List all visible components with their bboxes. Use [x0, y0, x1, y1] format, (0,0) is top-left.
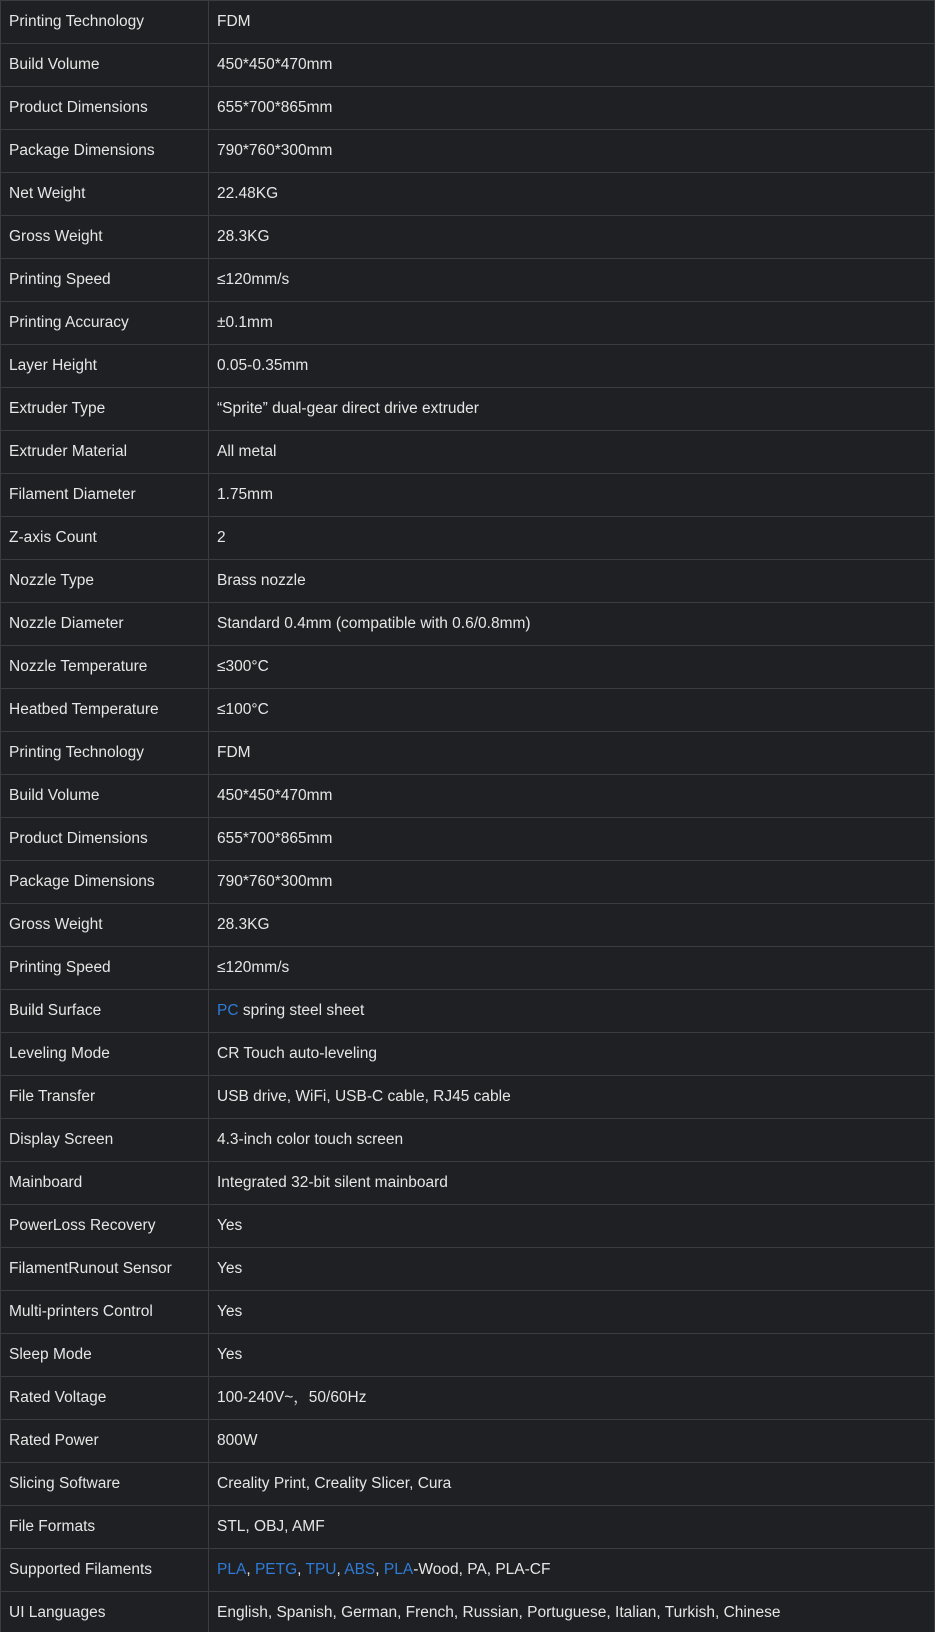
spec-label: Layer Height: [1, 345, 209, 388]
spec-value: 4.3-inch color touch screen: [209, 1119, 935, 1162]
filament-link[interactable]: PETG: [254, 1561, 298, 1578]
table-row: [1, 259, 935, 302]
table-row: [1, 1119, 935, 1162]
spec-value: 0.05-0.35mm: [209, 345, 935, 388]
table-row: [1, 87, 935, 130]
spec-label: Package Dimensions: [1, 861, 209, 904]
spec-value: Yes: [209, 1291, 935, 1334]
table-row: [1, 1592, 935, 1632]
spec-value: “Sprite” dual-gear direct drive extruder: [209, 388, 935, 431]
filament-link[interactable]: ABS: [344, 1561, 376, 1578]
spec-label: File Transfer: [1, 1076, 209, 1119]
spec-label: Mainboard: [1, 1162, 209, 1205]
table-row: [1, 1162, 935, 1205]
table-row: [1, 345, 935, 388]
spec-value-text: ,: [246, 1561, 255, 1578]
spec-label: Build Volume: [1, 775, 209, 818]
table-row: [1, 1506, 935, 1549]
spec-value: 655*700*865mm: [209, 818, 935, 861]
table-row: [1, 1, 935, 44]
table-row: [1, 173, 935, 216]
spec-label: Gross Weight: [1, 216, 209, 259]
spec-label: Nozzle Diameter: [1, 603, 209, 646]
spec-value: All metal: [209, 431, 935, 474]
spec-value-text: spring steel sheet: [238, 1002, 365, 1019]
filament-link[interactable]: PC: [217, 1002, 239, 1019]
spec-label: File Formats: [1, 1506, 209, 1549]
spec-label: FilamentRunout Sensor: [1, 1248, 209, 1291]
table-row: [1, 474, 935, 517]
spec-label: Product Dimensions: [1, 818, 209, 861]
table-row: [1, 1549, 935, 1592]
spec-value: FDM: [209, 732, 935, 775]
spec-value: 450*450*470mm: [209, 775, 935, 818]
spec-value: 655*700*865mm: [209, 87, 935, 130]
spec-value: ≤100°C: [209, 689, 935, 732]
spec-label: Net Weight: [1, 173, 209, 216]
spec-label: Extruder Type: [1, 388, 209, 431]
table-row: [1, 216, 935, 259]
spec-value: ≤300°C: [209, 646, 935, 689]
table-row: [1, 646, 935, 689]
spec-label: Package Dimensions: [1, 130, 209, 173]
spec-value: [209, 990, 935, 1033]
spec-label: Rated Power: [1, 1420, 209, 1463]
spec-value: ≤120mm/s: [209, 947, 935, 990]
table-row: [1, 732, 935, 775]
table-row: [1, 1033, 935, 1076]
spec-value: Brass nozzle: [209, 560, 935, 603]
spec-label: Build Volume: [1, 44, 209, 87]
table-row: [1, 517, 935, 560]
spec-label: Printing Speed: [1, 947, 209, 990]
spec-label: Printing Accuracy: [1, 302, 209, 345]
spec-label: Nozzle Type: [1, 560, 209, 603]
table-row: [1, 388, 935, 431]
spec-value: STL, OBJ, AMF: [209, 1506, 935, 1549]
table-row: [1, 44, 935, 87]
table-row: [1, 990, 935, 1033]
spec-value-text: ,: [375, 1561, 384, 1578]
spec-value: CR Touch auto-leveling: [209, 1033, 935, 1076]
spec-value: Standard 0.4mm (compatible with 0.6/0.8mm): [209, 603, 935, 646]
filament-link[interactable]: TPU: [305, 1561, 337, 1578]
table-row: [1, 904, 935, 947]
spec-label: Gross Weight: [1, 904, 209, 947]
spec-value: 22.48KG: [209, 173, 935, 216]
spec-value: 800W: [209, 1420, 935, 1463]
spec-value: 28.3KG: [209, 904, 935, 947]
spec-label: PowerLoss Recovery: [1, 1205, 209, 1248]
spec-label: Heatbed Temperature: [1, 689, 209, 732]
spec-label: Build Surface: [1, 990, 209, 1033]
table-row: [1, 1334, 935, 1377]
spec-label: Sleep Mode: [1, 1334, 209, 1377]
table-row: [1, 130, 935, 173]
spec-value: ≤120mm/s: [209, 259, 935, 302]
filament-link[interactable]: PLA: [383, 1561, 414, 1578]
table-row: [1, 947, 935, 990]
spec-label: Slicing Software: [1, 1463, 209, 1506]
spec-value: Creality Print, Creality Slicer, Cura: [209, 1463, 935, 1506]
table-row: [1, 560, 935, 603]
spec-label: Printing Technology: [1, 732, 209, 775]
spec-label: Multi-printers Control: [1, 1291, 209, 1334]
spec-value: Yes: [209, 1334, 935, 1377]
spec-label: Filament Diameter: [1, 474, 209, 517]
spec-value: 450*450*470mm: [209, 44, 935, 87]
spec-label: Nozzle Temperature: [1, 646, 209, 689]
spec-value: [209, 1549, 935, 1592]
table-row: [1, 1291, 935, 1334]
table-row: [1, 1205, 935, 1248]
spec-label: Z-axis Count: [1, 517, 209, 560]
spec-value: 100-240V~，50/60Hz: [209, 1377, 935, 1420]
spec-table-body: [1, 1, 935, 1632]
table-row: [1, 1420, 935, 1463]
spec-label: Leveling Mode: [1, 1033, 209, 1076]
table-row: [1, 603, 935, 646]
spec-label: Supported Filaments: [1, 1549, 209, 1592]
table-row: [1, 1248, 935, 1291]
spec-label: Product Dimensions: [1, 87, 209, 130]
table-row: [1, 775, 935, 818]
spec-value-text: -Wood, PA, PLA-CF: [413, 1561, 551, 1578]
spec-value: ±0.1mm: [209, 302, 935, 345]
spec-label: UI Languages: [1, 1592, 209, 1632]
spec-label: Display Screen: [1, 1119, 209, 1162]
table-row: [1, 818, 935, 861]
spec-value: 28.3KG: [209, 216, 935, 259]
spec-value: Yes: [209, 1248, 935, 1291]
spec-label: Rated Voltage: [1, 1377, 209, 1420]
spec-value-text: ,: [297, 1561, 306, 1578]
spec-value: English, Spanish, German, French, Russian, Portuguese, Italian, Turkish, Chinese: [209, 1592, 935, 1632]
spec-value: Integrated 32-bit silent mainboard: [209, 1162, 935, 1205]
table-row: [1, 431, 935, 474]
spec-label: Printing Speed: [1, 259, 209, 302]
spec-label: Extruder Material: [1, 431, 209, 474]
table-row: [1, 689, 935, 732]
spec-value: 790*760*300mm: [209, 130, 935, 173]
spec-value-text: ,: [336, 1561, 345, 1578]
spec-value: USB drive, WiFi, USB-C cable, RJ45 cable: [209, 1076, 935, 1119]
spec-value: 790*760*300mm: [209, 861, 935, 904]
spec-value: 2: [209, 517, 935, 560]
table-row: [1, 861, 935, 904]
spec-value: 1.75mm: [209, 474, 935, 517]
table-row: [1, 1377, 935, 1420]
spec-label: Printing Technology: [1, 1, 209, 44]
table-row: [1, 302, 935, 345]
table-row: [1, 1076, 935, 1119]
spec-value: FDM: [209, 1, 935, 44]
spec-value: Yes: [209, 1205, 935, 1248]
filament-link[interactable]: PLA: [217, 1561, 247, 1578]
table-row: [1, 1463, 935, 1506]
